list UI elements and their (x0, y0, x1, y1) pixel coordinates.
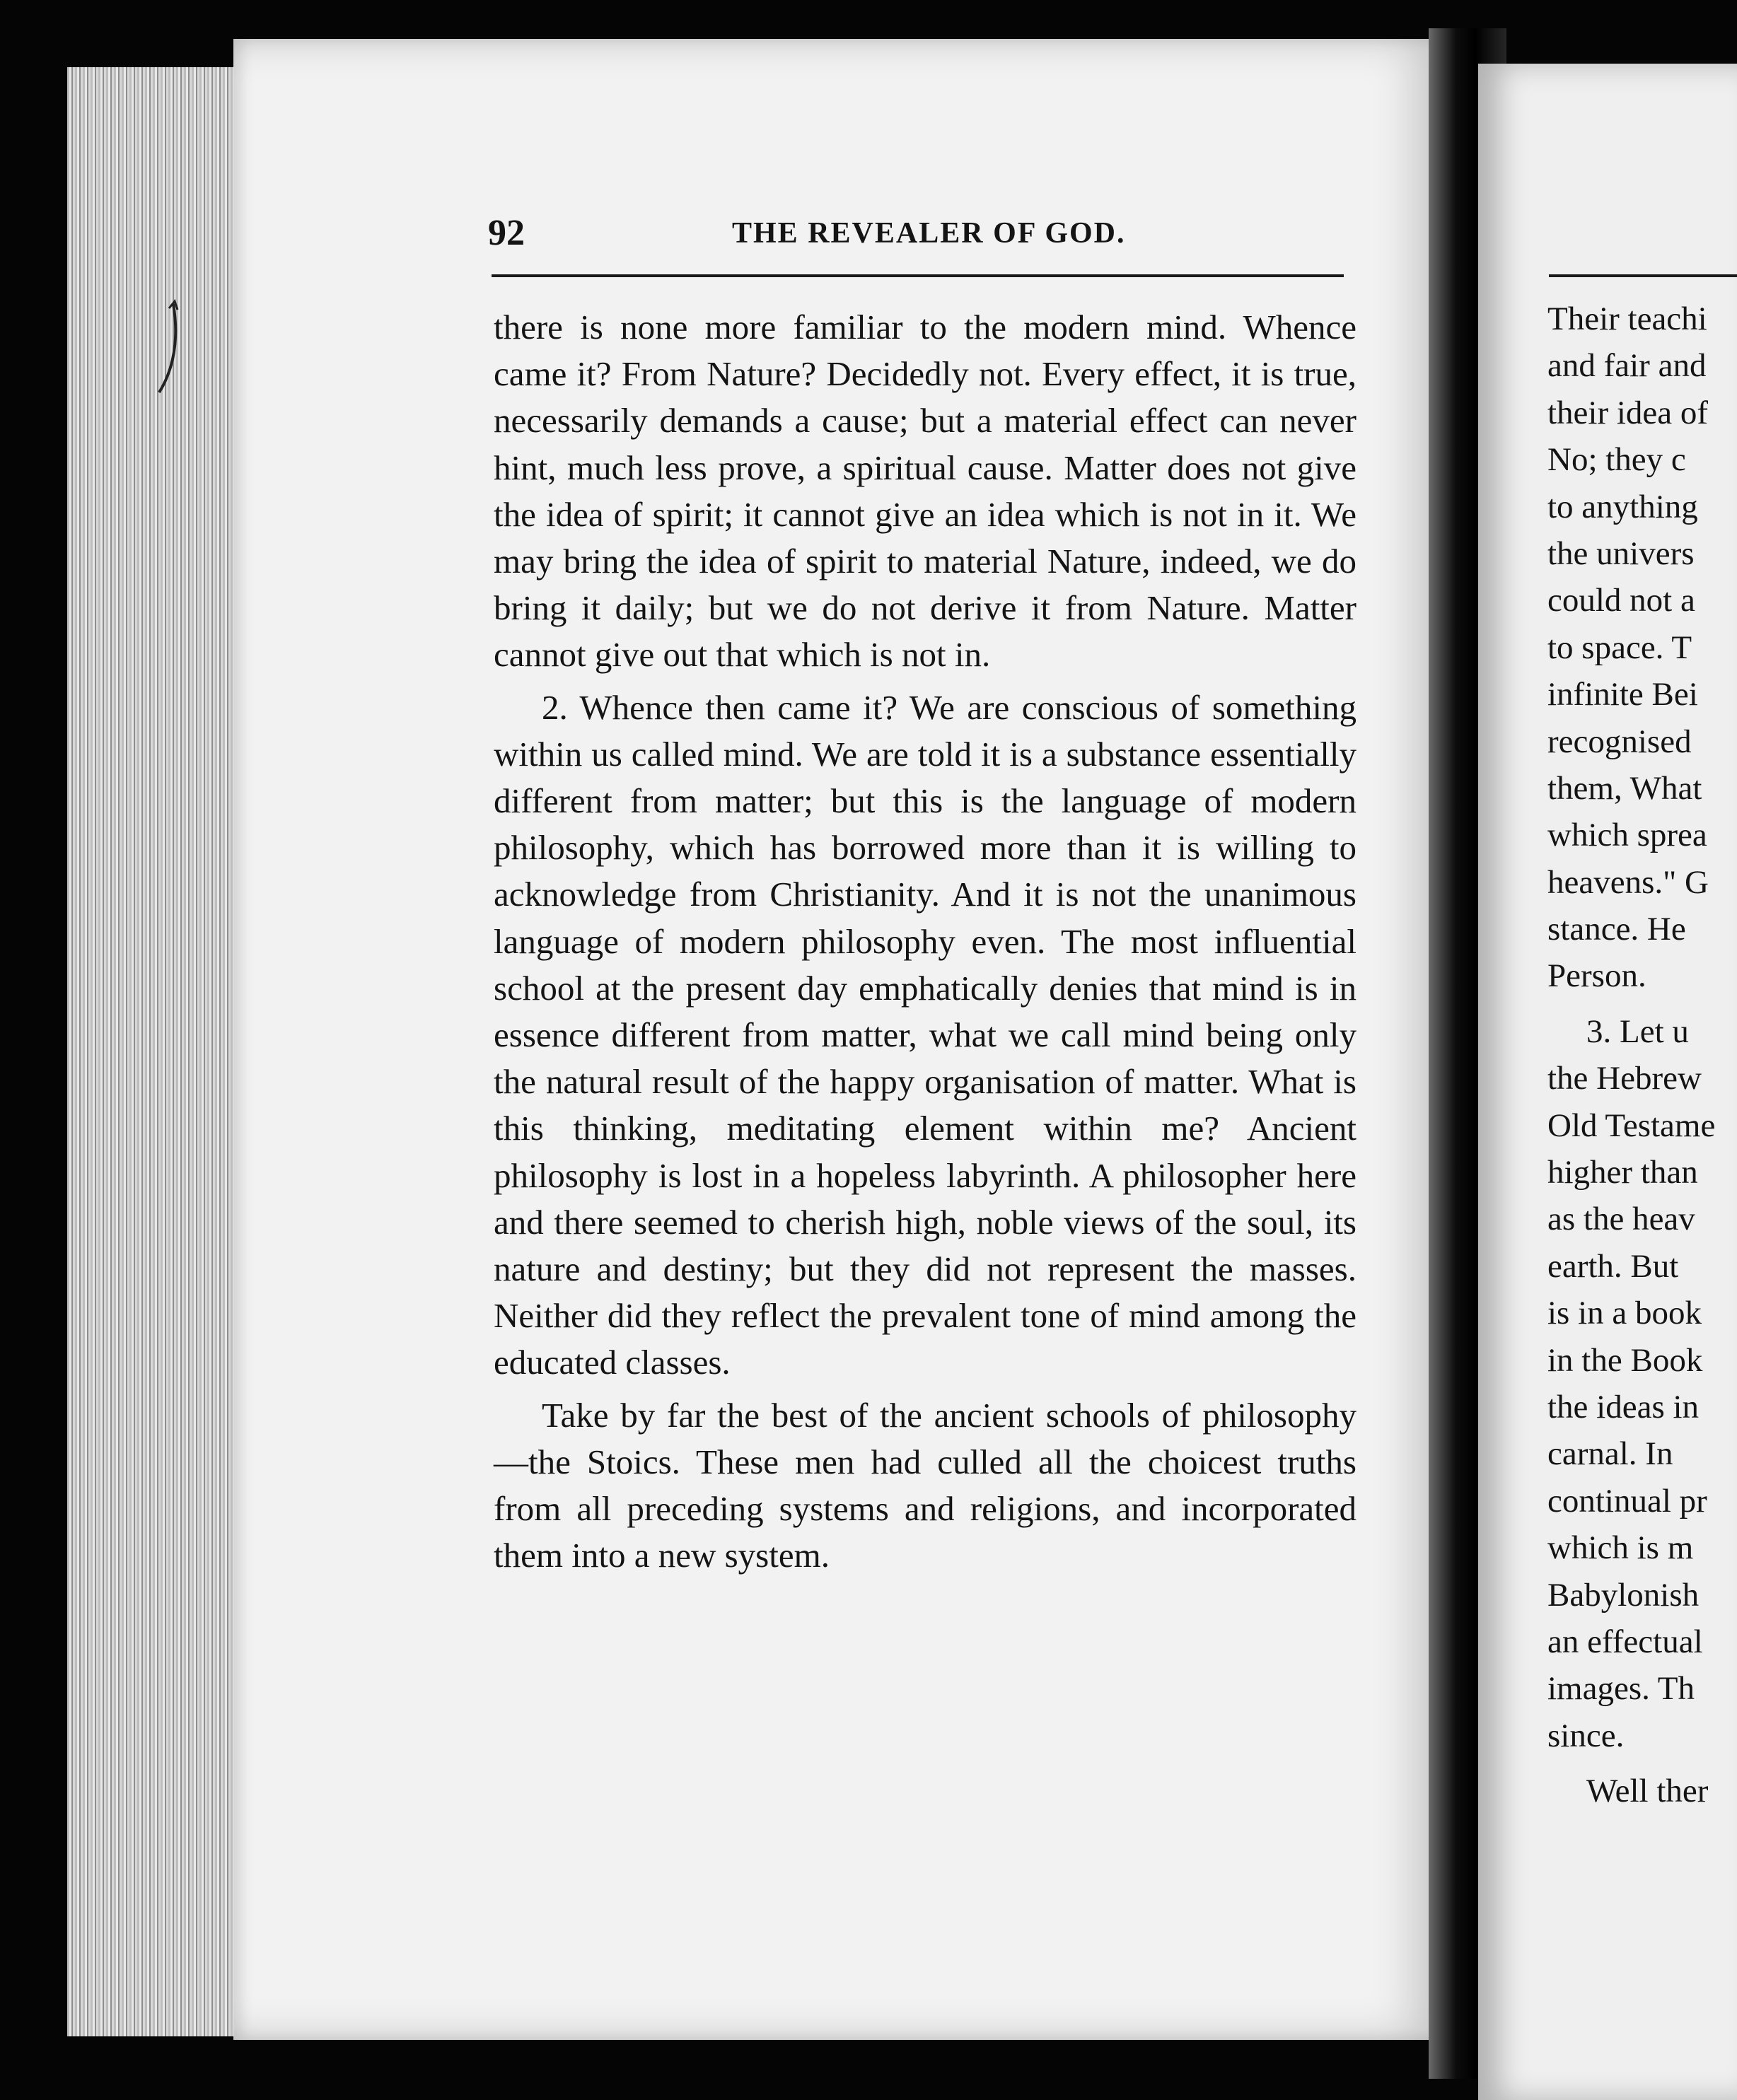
right-page-text (1547, 296, 1737, 1815)
right-page-line: them, What (1547, 769, 1702, 807)
right-page-line: which sprea (1547, 817, 1707, 854)
right-page-line: which is m (1547, 1529, 1694, 1567)
right-page-line: is in a book (1547, 1295, 1702, 1332)
right-page-line: in the Book (1547, 1341, 1703, 1379)
right-page-line: their idea of (1547, 394, 1709, 431)
right-page-line: Person. (1547, 957, 1646, 995)
right-page-line: to anything (1547, 488, 1698, 525)
page-number: 92 (488, 213, 525, 253)
right-page-line: 3. Let u (1586, 1013, 1689, 1050)
right-page-line: as the heav (1547, 1201, 1695, 1238)
right-page-line: Their teachi (1547, 301, 1707, 337)
right-page-line: earth. But (1547, 1247, 1679, 1285)
right-page-line: Babylonish (1547, 1576, 1700, 1614)
right-page-line: No; they c (1547, 441, 1686, 479)
paragraph: there is none more familiar to the modern mind. Whence came it? From Nature? Decidedly not. Every effect, it is true, necessarily demands a cause; but a material effect can never hint, much less prove, a spiritual cause. Matter does not give the idea of spirit; it cannot give an idea which is not in it. We may bring the idea of spirit to material Nature, indeed, we do bring it daily; but we do not derive it from Nature. Matter cannot give out that which is not in. (494, 308, 1357, 675)
right-page-line: recognised (1547, 723, 1692, 760)
right-page-line: continual pr (1547, 1482, 1707, 1519)
right-page-line: infinite Bei (1547, 676, 1698, 713)
right-page-line: since. (1547, 1717, 1625, 1754)
right-page-line: the Hebrew (1547, 1060, 1702, 1097)
right-page-line: stance. He (1547, 911, 1686, 948)
paragraph: Take by far the best of the ancient schools of philosophy—the Stoics. These men had culled all the choicest truths from all preceding systems and religions, and incorporated them into a new system. (494, 1395, 1357, 1575)
right-page-line: Old Testame (1547, 1107, 1716, 1144)
running-head: THE REVEALER OF GOD. (732, 217, 1126, 250)
body-text (494, 304, 1357, 1579)
right-page-line: the univers (1547, 535, 1695, 572)
right-page-line: and fair and (1547, 347, 1707, 385)
right-page-line: the ideas in (1547, 1388, 1700, 1425)
header-rule (492, 274, 1344, 277)
right-page-line: heavens." G (1547, 863, 1709, 901)
right-page-line: an effectual (1547, 1623, 1703, 1660)
right-page-line: Well ther (1586, 1773, 1709, 1810)
right-page-line: images. Th (1547, 1670, 1695, 1708)
right-page-line: could not a (1547, 582, 1695, 619)
right-header-rule (1549, 274, 1737, 277)
paragraph: 2. Whence then came it? We are conscious of something within us called mind. We are told it is a substance essentially different from matter; but this is the language of modern philosophy, which has borrowed more than it is willing to acknowledge from Christianity. And it is not the unanimous language of modern philosophy even. The most influential school at the present day emphatically denies that mind is in essence different from matter, what we call mind being only the natural result of the happy organisation of matter. What is this thinking, meditating element within me? Ancient philosophy is lost in a hopeless labyrinth. A philosopher here and there seemed to cherish high, noble views of the soul, its nature and destiny; but they did not represent the masses. Neither did they reflect the prevalent tone of mind among the educated classes. (494, 687, 1357, 1382)
right-page-line: to space. T (1547, 629, 1692, 666)
page-header (488, 212, 1344, 255)
pencil-mark (145, 297, 187, 403)
right-page-line: higher than (1547, 1154, 1698, 1191)
right-page-line: carnal. In (1547, 1435, 1673, 1473)
